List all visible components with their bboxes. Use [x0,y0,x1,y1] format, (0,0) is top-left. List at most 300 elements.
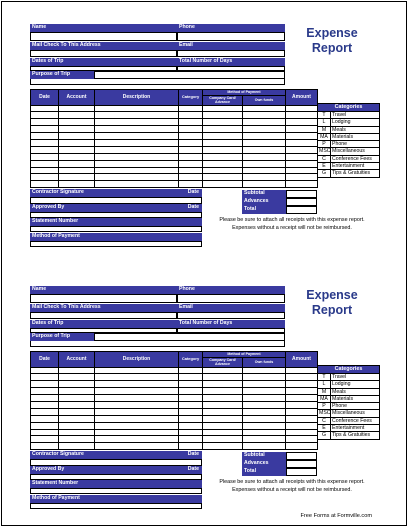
table-cell[interactable] [59,388,95,395]
table-cell[interactable] [59,174,95,181]
table-cell[interactable] [286,153,318,160]
category-code: E [318,163,331,170]
total-field[interactable] [286,468,317,476]
table-cell[interactable] [95,112,179,119]
table-cell[interactable] [203,112,243,119]
table-cell[interactable] [31,401,59,408]
table-cell[interactable] [179,395,203,402]
dates-of-trip-label: Dates of Trip [30,320,177,328]
mail-address-field[interactable] [30,312,177,319]
table-cell[interactable] [286,429,318,436]
table-cell[interactable] [179,153,203,160]
table-cell[interactable] [31,105,59,112]
category-name: Meals [331,388,380,395]
table-cell[interactable] [31,167,59,174]
phone-field[interactable] [177,294,285,303]
method-of-payment-field[interactable] [30,503,202,509]
table-cell[interactable] [59,153,95,160]
note-line-2: Expenses without a receipt will not be reimbursed. [232,487,352,493]
table-cell[interactable] [59,408,95,415]
category-name: Tips & Gratuities [331,432,380,439]
table-cell[interactable] [95,395,179,402]
expense-report-block-1 [2,2,408,254]
table-cell[interactable] [179,126,203,133]
table-cell[interactable] [31,174,59,181]
table-row [31,153,318,160]
table-cell[interactable] [286,167,318,174]
approved-by-label: Approved By [30,466,180,474]
table-cell[interactable] [31,374,59,381]
col-date: Date [31,352,59,368]
category-code: C [318,417,331,424]
category-row [318,374,380,381]
table-cell[interactable] [59,139,95,146]
name-field[interactable] [30,294,177,303]
table-cell[interactable] [179,367,203,374]
table-cell[interactable] [95,153,179,160]
table-cell[interactable] [95,119,179,126]
email-label: Email [177,42,285,50]
category-code: MSC [319,410,331,417]
table-cell[interactable] [203,408,243,415]
table-cell[interactable] [31,429,59,436]
page-frame [1,1,407,526]
expense-items-table [30,351,318,450]
table-cell[interactable] [286,374,318,381]
table-cell[interactable] [286,181,318,188]
table-cell[interactable] [243,126,286,133]
table-cell[interactable] [59,181,95,188]
mail-address-field[interactable] [30,50,177,57]
table-cell[interactable] [243,408,286,415]
col-company-card: Company Card/ Advance [203,95,243,105]
table-cell[interactable] [31,381,59,388]
category-name: Travel [331,112,380,119]
table-cell[interactable] [243,443,286,450]
table-cell[interactable] [203,126,243,133]
category-row [318,119,380,126]
name-label: Name [30,24,177,32]
table-cell[interactable] [31,436,59,443]
col-amount: Amount [286,352,318,368]
table-cell[interactable] [59,160,95,167]
category-name: Entertainment [331,163,380,170]
advances-field[interactable] [286,460,317,468]
contractor-signature-field[interactable] [30,197,202,204]
table-cell[interactable] [243,181,286,188]
table-row [31,181,318,188]
table-cell[interactable] [286,112,318,119]
expense-items-table [30,89,318,188]
category-code: G [318,170,331,177]
table-cell[interactable] [31,388,59,395]
table-cell[interactable] [243,139,286,146]
purpose-field-row2[interactable] [30,79,285,85]
col-company-card: Company Card/ Advance [203,357,243,367]
category-row [318,432,380,439]
table-cell[interactable] [243,415,286,422]
table-cell[interactable] [59,367,95,374]
footer-text: Free Forms at Formville.com [300,513,372,519]
table-cell[interactable] [95,436,179,443]
table-cell[interactable] [31,119,59,126]
table-cell[interactable] [203,139,243,146]
table-row [31,443,318,450]
category-code: E [318,425,331,432]
col-method-of-payment: Method of Payment [203,90,286,96]
contractor-signature-label: Contractor Signature [30,451,180,459]
table-cell[interactable] [95,160,179,167]
table-cell[interactable] [95,367,179,374]
table-cell[interactable] [95,126,179,133]
table-cell[interactable] [286,126,318,133]
category-name: Miscellaneous [331,148,380,155]
table-cell[interactable] [203,153,243,160]
table-cell[interactable] [203,367,243,374]
table-cell[interactable] [31,367,59,374]
table-cell[interactable] [203,436,243,443]
table-cell[interactable] [286,146,318,153]
table-cell[interactable] [31,443,59,450]
table-cell[interactable] [203,181,243,188]
table-cell[interactable] [203,119,243,126]
table-cell[interactable] [31,146,59,153]
table-cell[interactable] [179,408,203,415]
table-row [31,174,318,181]
table-cell[interactable] [179,415,203,422]
table-cell[interactable] [286,160,318,167]
table-cell[interactable] [243,374,286,381]
category-row [318,148,380,155]
table-cell[interactable] [179,133,203,140]
table-row [31,408,318,415]
table-row [31,388,318,395]
table-cell[interactable] [286,443,318,450]
table-cell[interactable] [203,374,243,381]
table-cell[interactable] [243,422,286,429]
statement-number-field[interactable] [30,226,202,232]
table-cell[interactable] [203,146,243,153]
subtotal-label: Subtotal [242,452,286,460]
category-code: G [318,432,331,439]
statement-number-field[interactable] [30,488,202,494]
table-cell[interactable] [95,388,179,395]
table-cell[interactable] [59,436,95,443]
table-cell[interactable] [95,422,179,429]
table-cell[interactable] [179,139,203,146]
table-cell[interactable] [179,443,203,450]
phone-field[interactable] [177,32,285,41]
table-cell[interactable] [179,105,203,112]
table-cell[interactable] [243,436,286,443]
category-name: Conference Fees [331,155,380,162]
category-row [318,403,380,410]
col-account: Account [59,352,95,368]
table-cell[interactable] [31,422,59,429]
category-name: Materials [331,133,380,140]
subtotal-field[interactable] [286,452,317,460]
category-name: Phone [331,403,380,410]
category-code: MA [318,133,331,140]
table-row [31,112,318,119]
table-cell[interactable] [286,381,318,388]
table-cell[interactable] [179,388,203,395]
table-cell[interactable] [59,133,95,140]
table-cell[interactable] [243,119,286,126]
table-row [31,422,318,429]
table-cell[interactable] [286,105,318,112]
table-cell[interactable] [59,119,95,126]
category-row [318,133,380,140]
table-cell[interactable] [31,153,59,160]
table-cell[interactable] [243,401,286,408]
table-cell[interactable] [203,422,243,429]
table-cell[interactable] [95,174,179,181]
table-cell[interactable] [95,443,179,450]
table-cell[interactable] [203,160,243,167]
total-label: Total [242,206,286,214]
table-cell[interactable] [179,374,203,381]
table-cell[interactable] [31,126,59,133]
table-cell[interactable] [59,105,95,112]
table-cell[interactable] [286,367,318,374]
col-own-funds: Own funds [243,357,286,367]
table-cell[interactable] [243,381,286,388]
subtotal-field[interactable] [286,190,317,198]
receipt-note [206,216,378,232]
contractor-signature-label: Contractor Signature [30,189,180,197]
table-cell[interactable] [31,160,59,167]
category-name: Lodging [331,119,380,126]
table-cell[interactable] [286,388,318,395]
table-cell[interactable] [243,395,286,402]
table-cell[interactable] [286,119,318,126]
categories-header: Categories [318,366,380,374]
email-field[interactable] [177,50,285,57]
table-cell[interactable] [243,105,286,112]
email-field[interactable] [177,312,285,319]
table-cell[interactable] [286,415,318,422]
table-cell[interactable] [179,174,203,181]
table-cell[interactable] [59,422,95,429]
table-cell[interactable] [203,415,243,422]
col-method-of-payment: Method of Payment [203,352,286,358]
table-cell[interactable] [286,401,318,408]
table-cell[interactable] [179,119,203,126]
table-cell[interactable] [31,139,59,146]
table-cell[interactable] [59,395,95,402]
table-cell[interactable] [243,160,286,167]
advances-field[interactable] [286,198,317,206]
category-name: Tips & Gratuities [331,170,380,177]
table-cell[interactable] [179,436,203,443]
category-code: L [318,381,331,388]
table-cell[interactable] [203,429,243,436]
total-field[interactable] [286,206,317,214]
approved-by-label: Approved By [30,204,180,212]
purpose-label: Purpose of Trip [30,333,94,341]
table-cell[interactable] [59,374,95,381]
table-cell[interactable] [203,401,243,408]
table-row [31,167,318,174]
table-row [31,401,318,408]
table-cell[interactable] [95,133,179,140]
dates-of-trip-label: Dates of Trip [30,58,177,66]
title-line-1: Expense [306,26,358,40]
purpose-field[interactable] [94,333,285,341]
category-name: Miscellaneous [331,410,380,417]
table-cell[interactable] [179,146,203,153]
table-row [31,133,318,140]
table-cell[interactable] [203,443,243,450]
category-code: MA [318,395,331,402]
table-cell[interactable] [286,174,318,181]
table-cell[interactable] [179,429,203,436]
table-cell[interactable] [95,381,179,388]
method-of-payment-field[interactable] [30,241,202,247]
category-name: Entertainment [331,425,380,432]
table-cell[interactable] [179,181,203,188]
table-cell[interactable] [243,388,286,395]
category-row [318,126,380,133]
table-row [31,367,318,374]
method-of-payment-label: Method of Payment [30,495,202,503]
table-cell[interactable] [95,374,179,381]
table-cell[interactable] [31,112,59,119]
category-name: Materials [331,395,380,402]
table-cell[interactable] [31,181,59,188]
table-cell[interactable] [179,422,203,429]
table-cell[interactable] [179,167,203,174]
table-cell[interactable] [59,146,95,153]
table-cell[interactable] [179,160,203,167]
table-cell[interactable] [95,415,179,422]
table-cell[interactable] [179,381,203,388]
table-cell[interactable] [95,181,179,188]
table-cell[interactable] [31,395,59,402]
category-code: C [318,155,331,162]
table-cell[interactable] [59,429,95,436]
table-cell[interactable] [243,133,286,140]
purpose-field-row2[interactable] [30,341,285,347]
category-row [318,170,380,177]
total-days-label: Total Number of Days [177,320,285,328]
table-cell[interactable] [203,174,243,181]
category-row [318,112,380,119]
statement-number-label: Statement Number [30,218,202,226]
contractor-signature-field[interactable] [30,459,202,466]
table-row [31,105,318,112]
table-cell[interactable] [203,395,243,402]
category-code: M [318,388,331,395]
table-cell[interactable] [59,381,95,388]
table-cell[interactable] [31,408,59,415]
table-cell[interactable] [203,388,243,395]
table-cell[interactable] [59,443,95,450]
purpose-field[interactable] [94,71,285,79]
table-cell[interactable] [95,408,179,415]
table-row [31,139,318,146]
receipt-note [206,478,378,494]
table-cell[interactable] [243,367,286,374]
categories-legend [317,103,380,178]
table-cell[interactable] [31,415,59,422]
email-label: Email [177,304,285,312]
mail-check-label: Mail Check To This Address [30,304,177,312]
table-cell[interactable] [286,395,318,402]
total-label: Total [242,468,286,476]
table-cell[interactable] [95,167,179,174]
col-description: Description [95,352,179,368]
note-line-1: Please be sure to attach all receipts with this expense report. [219,217,365,223]
note-line-1: Please be sure to attach all receipts with this expense report. [219,479,365,485]
table-cell[interactable] [286,133,318,140]
table-cell[interactable] [243,429,286,436]
table-cell[interactable] [286,422,318,429]
name-field[interactable] [30,32,177,41]
table-cell[interactable] [286,408,318,415]
table-cell[interactable] [286,436,318,443]
table-cell[interactable] [95,401,179,408]
category-row [318,410,380,417]
category-row [318,155,380,162]
category-code: T [318,112,331,119]
category-name: Conference Fees [331,417,380,424]
table-row [31,415,318,422]
table-cell[interactable] [243,146,286,153]
table-cell[interactable] [59,167,95,174]
table-cell[interactable] [243,174,286,181]
category-code: T [318,374,331,381]
category-code: M [318,126,331,133]
table-cell[interactable] [203,105,243,112]
table-row [31,429,318,436]
table-cell[interactable] [59,415,95,422]
col-own-funds: Own funds [243,95,286,105]
table-cell[interactable] [203,167,243,174]
category-name: Phone [331,141,380,148]
table-cell[interactable] [243,112,286,119]
table-cell[interactable] [59,126,95,133]
col-amount: Amount [286,90,318,106]
table-cell[interactable] [31,133,59,140]
table-cell[interactable] [286,139,318,146]
table-cell[interactable] [95,139,179,146]
category-name: Meals [331,126,380,133]
category-code: L [318,119,331,126]
table-cell[interactable] [179,112,203,119]
table-cell[interactable] [243,153,286,160]
table-cell[interactable] [95,429,179,436]
phone-label: Phone [177,24,285,32]
signature-date-label: Date [180,451,202,459]
table-cell[interactable] [203,381,243,388]
report-title [292,288,372,318]
category-name: Travel [331,374,380,381]
table-cell[interactable] [203,133,243,140]
table-cell[interactable] [95,146,179,153]
table-row [31,395,318,402]
category-row [318,395,380,402]
table-cell[interactable] [243,167,286,174]
table-cell[interactable] [59,401,95,408]
category-row [318,425,380,432]
col-category: Category [179,352,203,368]
table-cell[interactable] [59,112,95,119]
col-category: Category [179,90,203,106]
table-cell[interactable] [179,401,203,408]
table-cell[interactable] [95,105,179,112]
